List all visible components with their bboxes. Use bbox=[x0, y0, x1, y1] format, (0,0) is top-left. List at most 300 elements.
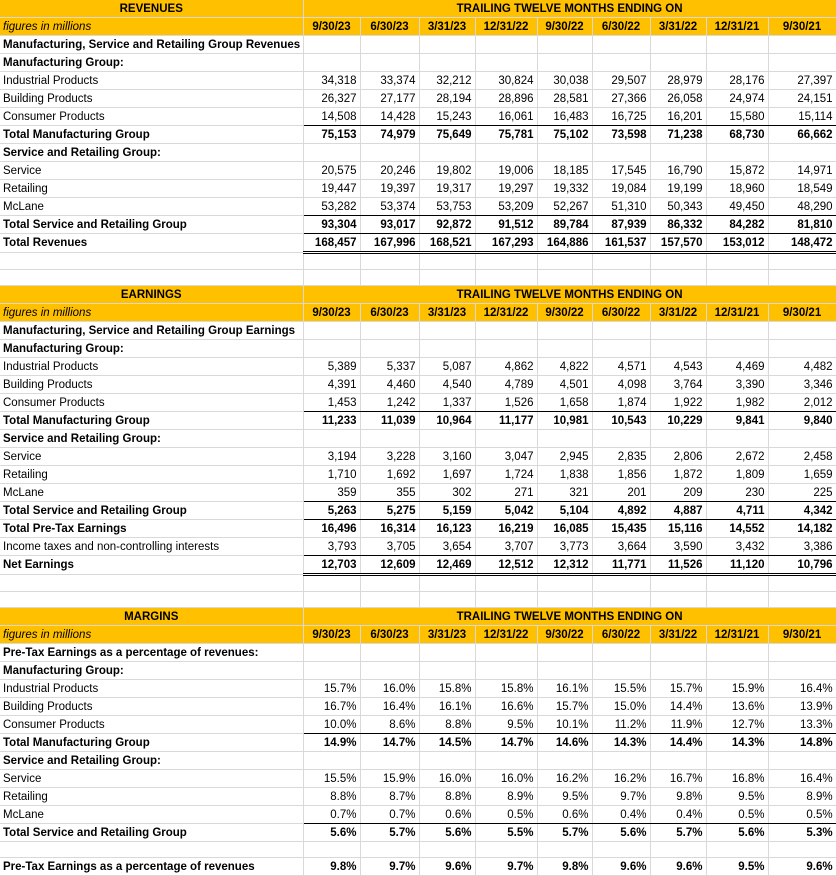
empty-cell bbox=[303, 662, 360, 680]
value-cell: 2,672 bbox=[706, 448, 768, 466]
value-cell: 4,711 bbox=[706, 502, 768, 520]
value-cell: 11,039 bbox=[360, 412, 419, 430]
empty-cell bbox=[768, 340, 836, 358]
units-note: figures in millions bbox=[0, 18, 303, 36]
value-cell: 24,974 bbox=[706, 90, 768, 108]
empty-cell bbox=[537, 253, 592, 270]
value-cell: 16.2% bbox=[537, 770, 592, 788]
empty-cell bbox=[650, 253, 706, 270]
period-date-header: 3/31/23 bbox=[419, 626, 475, 644]
value-cell: 2,806 bbox=[650, 448, 706, 466]
value-cell: 1,453 bbox=[303, 394, 360, 412]
value-cell: 15.7% bbox=[537, 698, 592, 716]
value-cell: 71,238 bbox=[650, 126, 706, 144]
empty-cell bbox=[537, 575, 592, 592]
value-cell: 15,872 bbox=[706, 162, 768, 180]
empty-cell bbox=[537, 592, 592, 608]
value-cell: 5.6% bbox=[592, 824, 650, 842]
value-cell: 14.6% bbox=[537, 734, 592, 752]
empty-cell bbox=[592, 144, 650, 162]
value-cell: 75,649 bbox=[419, 126, 475, 144]
empty-cell bbox=[706, 36, 768, 54]
row-label: Retailing bbox=[0, 788, 303, 806]
data-row bbox=[0, 448, 836, 466]
value-cell: 0.5% bbox=[706, 806, 768, 824]
row-label: Total Revenues bbox=[0, 234, 303, 253]
value-cell: 4,469 bbox=[706, 358, 768, 376]
value-cell: 167,293 bbox=[475, 234, 537, 253]
empty-cell bbox=[706, 662, 768, 680]
data-row bbox=[0, 412, 836, 430]
value-cell: 27,177 bbox=[360, 90, 419, 108]
value-cell: 84,282 bbox=[706, 216, 768, 234]
value-cell: 16,483 bbox=[537, 108, 592, 126]
value-cell: 8.9% bbox=[475, 788, 537, 806]
value-cell: 153,012 bbox=[706, 234, 768, 253]
empty-cell bbox=[303, 270, 360, 286]
value-cell: 5,263 bbox=[303, 502, 360, 520]
empty-cell bbox=[592, 842, 650, 858]
value-cell: 75,102 bbox=[537, 126, 592, 144]
section-label-row bbox=[0, 36, 836, 54]
value-cell: 164,886 bbox=[537, 234, 592, 253]
value-cell: 26,327 bbox=[303, 90, 360, 108]
value-cell: 12,469 bbox=[419, 556, 475, 575]
value-cell: 16.0% bbox=[419, 770, 475, 788]
value-cell: 28,581 bbox=[537, 90, 592, 108]
value-cell: 11,771 bbox=[592, 556, 650, 575]
value-cell: 1,710 bbox=[303, 466, 360, 484]
period-date-header: 6/30/23 bbox=[360, 626, 419, 644]
value-cell: 10,229 bbox=[650, 412, 706, 430]
empty-cell bbox=[706, 270, 768, 286]
empty-cell bbox=[303, 592, 360, 608]
value-cell: 10,964 bbox=[419, 412, 475, 430]
row-label: Pre-Tax Earnings as a percentage of revenues bbox=[0, 858, 303, 876]
value-cell: 321 bbox=[537, 484, 592, 502]
value-cell: 1,692 bbox=[360, 466, 419, 484]
value-cell: 4,098 bbox=[592, 376, 650, 394]
value-cell: 19,332 bbox=[537, 180, 592, 198]
value-cell: 3,764 bbox=[650, 376, 706, 394]
value-cell: 16.6% bbox=[475, 698, 537, 716]
data-row bbox=[0, 162, 836, 180]
empty-cell bbox=[360, 270, 419, 286]
value-cell: 28,896 bbox=[475, 90, 537, 108]
value-cell: 3,432 bbox=[706, 538, 768, 556]
empty-cell bbox=[537, 54, 592, 72]
data-row bbox=[0, 806, 836, 824]
section-header-row bbox=[0, 0, 836, 18]
data-row bbox=[0, 520, 836, 538]
value-cell: 15.7% bbox=[303, 680, 360, 698]
section-label: Service and Retailing Group: bbox=[0, 144, 303, 162]
data-row bbox=[0, 108, 836, 126]
value-cell: 3,590 bbox=[650, 538, 706, 556]
empty-cell bbox=[706, 340, 768, 358]
empty-cell bbox=[360, 644, 419, 662]
value-cell: 5,159 bbox=[419, 502, 475, 520]
value-cell: 87,939 bbox=[592, 216, 650, 234]
data-row bbox=[0, 376, 836, 394]
value-cell: 11,120 bbox=[706, 556, 768, 575]
empty-cell bbox=[360, 322, 419, 340]
empty-cell bbox=[475, 144, 537, 162]
trailing-header: TRAILING TWELVE MONTHS ENDING ON bbox=[303, 608, 836, 626]
row-label: Total Service and Retailing Group bbox=[0, 216, 303, 234]
period-date-header: 9/30/22 bbox=[537, 18, 592, 36]
row-label: Building Products bbox=[0, 698, 303, 716]
value-cell: 16,314 bbox=[360, 520, 419, 538]
empty-cell bbox=[768, 322, 836, 340]
value-cell: 0.4% bbox=[592, 806, 650, 824]
empty-cell bbox=[650, 54, 706, 72]
row-label: Service bbox=[0, 770, 303, 788]
empty-cell bbox=[475, 270, 537, 286]
empty-cell bbox=[419, 592, 475, 608]
data-row bbox=[0, 858, 836, 876]
value-cell: 161,537 bbox=[592, 234, 650, 253]
value-cell: 8.7% bbox=[360, 788, 419, 806]
value-cell: 49,450 bbox=[706, 198, 768, 216]
value-cell: 3,194 bbox=[303, 448, 360, 466]
row-label: Service bbox=[0, 448, 303, 466]
value-cell: 91,512 bbox=[475, 216, 537, 234]
value-cell: 14,428 bbox=[360, 108, 419, 126]
value-cell: 50,343 bbox=[650, 198, 706, 216]
value-cell: 27,397 bbox=[768, 72, 836, 90]
value-cell: 157,570 bbox=[650, 234, 706, 253]
section-label: Service and Retailing Group: bbox=[0, 430, 303, 448]
empty-cell bbox=[537, 144, 592, 162]
empty-cell bbox=[706, 144, 768, 162]
period-date-header: 6/30/22 bbox=[592, 18, 650, 36]
value-cell: 75,153 bbox=[303, 126, 360, 144]
value-cell: 16.1% bbox=[419, 698, 475, 716]
value-cell: 14.4% bbox=[650, 698, 706, 716]
period-date-header: 9/30/21 bbox=[768, 304, 836, 322]
value-cell: 11.9% bbox=[650, 716, 706, 734]
empty-cell bbox=[706, 253, 768, 270]
section-title: EARNINGS bbox=[0, 286, 303, 304]
value-cell: 1,838 bbox=[537, 466, 592, 484]
empty-cell bbox=[303, 752, 360, 770]
empty-cell bbox=[592, 662, 650, 680]
empty-cell bbox=[537, 430, 592, 448]
row-label: Total Service and Retailing Group bbox=[0, 824, 303, 842]
value-cell: 3,773 bbox=[537, 538, 592, 556]
empty-cell bbox=[650, 752, 706, 770]
empty-cell bbox=[592, 54, 650, 72]
value-cell: 0.6% bbox=[419, 806, 475, 824]
row-label: Industrial Products bbox=[0, 680, 303, 698]
data-row bbox=[0, 680, 836, 698]
value-cell: 16.8% bbox=[706, 770, 768, 788]
empty-cell bbox=[706, 322, 768, 340]
empty-cell bbox=[0, 253, 303, 270]
value-cell: 19,397 bbox=[360, 180, 419, 198]
value-cell: 16.1% bbox=[537, 680, 592, 698]
section-label-row bbox=[0, 144, 836, 162]
data-row bbox=[0, 90, 836, 108]
value-cell: 14.4% bbox=[650, 734, 706, 752]
section-label: Pre-Tax Earnings as a percentage of revenues: bbox=[0, 644, 303, 662]
value-cell: 4,571 bbox=[592, 358, 650, 376]
period-date-header: 3/31/22 bbox=[650, 18, 706, 36]
period-date-header: 9/30/21 bbox=[768, 626, 836, 644]
section-label: Manufacturing Group: bbox=[0, 662, 303, 680]
value-cell: 11.2% bbox=[592, 716, 650, 734]
row-label: Retailing bbox=[0, 466, 303, 484]
value-cell: 0.5% bbox=[475, 806, 537, 824]
value-cell: 15.9% bbox=[706, 680, 768, 698]
value-cell: 19,802 bbox=[419, 162, 475, 180]
section-label-row bbox=[0, 340, 836, 358]
empty-cell bbox=[768, 752, 836, 770]
empty-cell bbox=[475, 842, 537, 858]
value-cell: 0.5% bbox=[768, 806, 836, 824]
value-cell: 5.6% bbox=[706, 824, 768, 842]
value-cell: 16.0% bbox=[475, 770, 537, 788]
empty-cell bbox=[303, 36, 360, 54]
value-cell: 11,177 bbox=[475, 412, 537, 430]
empty-cell bbox=[419, 575, 475, 592]
value-cell: 12,312 bbox=[537, 556, 592, 575]
empty-cell bbox=[592, 592, 650, 608]
value-cell: 1,922 bbox=[650, 394, 706, 412]
value-cell: 4,482 bbox=[768, 358, 836, 376]
value-cell: 86,332 bbox=[650, 216, 706, 234]
data-row bbox=[0, 216, 836, 234]
data-row bbox=[0, 824, 836, 842]
value-cell: 9.7% bbox=[475, 858, 537, 876]
value-cell: 167,996 bbox=[360, 234, 419, 253]
value-cell: 15,243 bbox=[419, 108, 475, 126]
empty-cell bbox=[650, 644, 706, 662]
value-cell: 1,659 bbox=[768, 466, 836, 484]
value-cell: 34,318 bbox=[303, 72, 360, 90]
value-cell: 66,662 bbox=[768, 126, 836, 144]
value-cell: 5,042 bbox=[475, 502, 537, 520]
value-cell: 9.7% bbox=[592, 788, 650, 806]
data-row bbox=[0, 734, 836, 752]
empty-cell bbox=[592, 752, 650, 770]
value-cell: 15.5% bbox=[592, 680, 650, 698]
empty-cell bbox=[706, 54, 768, 72]
empty-cell bbox=[475, 644, 537, 662]
value-cell: 8.8% bbox=[419, 788, 475, 806]
value-cell: 14.3% bbox=[706, 734, 768, 752]
empty-cell bbox=[475, 430, 537, 448]
empty-cell bbox=[592, 253, 650, 270]
value-cell: 9.8% bbox=[303, 858, 360, 876]
value-cell: 92,872 bbox=[419, 216, 475, 234]
value-cell: 10.1% bbox=[537, 716, 592, 734]
data-row bbox=[0, 198, 836, 216]
value-cell: 225 bbox=[768, 484, 836, 502]
value-cell: 16,123 bbox=[419, 520, 475, 538]
empty-cell bbox=[419, 340, 475, 358]
value-cell: 28,979 bbox=[650, 72, 706, 90]
period-date-header: 9/30/23 bbox=[303, 626, 360, 644]
value-cell: 20,246 bbox=[360, 162, 419, 180]
empty-cell bbox=[303, 144, 360, 162]
value-cell: 3,228 bbox=[360, 448, 419, 466]
section-label-row bbox=[0, 662, 836, 680]
value-cell: 15,435 bbox=[592, 520, 650, 538]
empty-cell bbox=[768, 842, 836, 858]
empty-cell bbox=[360, 253, 419, 270]
value-cell: 3,160 bbox=[419, 448, 475, 466]
value-cell: 4,342 bbox=[768, 502, 836, 520]
empty-cell bbox=[537, 340, 592, 358]
value-cell: 3,346 bbox=[768, 376, 836, 394]
value-cell: 8.9% bbox=[768, 788, 836, 806]
value-cell: 14.5% bbox=[419, 734, 475, 752]
data-row bbox=[0, 484, 836, 502]
data-row bbox=[0, 180, 836, 198]
value-cell: 10.0% bbox=[303, 716, 360, 734]
empty-cell bbox=[0, 270, 303, 286]
value-cell: 26,058 bbox=[650, 90, 706, 108]
value-cell: 53,209 bbox=[475, 198, 537, 216]
period-date-header: 12/31/22 bbox=[475, 304, 537, 322]
empty-cell bbox=[537, 644, 592, 662]
value-cell: 16,496 bbox=[303, 520, 360, 538]
empty-cell bbox=[360, 430, 419, 448]
value-cell: 11,233 bbox=[303, 412, 360, 430]
empty-cell bbox=[650, 270, 706, 286]
row-label: McLane bbox=[0, 806, 303, 824]
value-cell: 15,116 bbox=[650, 520, 706, 538]
value-cell: 5,104 bbox=[537, 502, 592, 520]
value-cell: 12.7% bbox=[706, 716, 768, 734]
value-cell: 8.8% bbox=[303, 788, 360, 806]
empty-cell bbox=[303, 54, 360, 72]
value-cell: 16,219 bbox=[475, 520, 537, 538]
empty-cell bbox=[650, 322, 706, 340]
blank-row bbox=[0, 270, 836, 286]
value-cell: 2,945 bbox=[537, 448, 592, 466]
value-cell: 13.3% bbox=[768, 716, 836, 734]
empty-cell bbox=[650, 592, 706, 608]
row-label: Total Manufacturing Group bbox=[0, 734, 303, 752]
section-title: MARGINS bbox=[0, 608, 303, 626]
row-label: McLane bbox=[0, 198, 303, 216]
value-cell: 14.7% bbox=[475, 734, 537, 752]
data-row bbox=[0, 126, 836, 144]
empty-cell bbox=[0, 575, 303, 592]
value-cell: 1,242 bbox=[360, 394, 419, 412]
value-cell: 359 bbox=[303, 484, 360, 502]
period-date-header: 9/30/22 bbox=[537, 304, 592, 322]
value-cell: 15.9% bbox=[360, 770, 419, 788]
data-row bbox=[0, 538, 836, 556]
value-cell: 1,872 bbox=[650, 466, 706, 484]
value-cell: 20,575 bbox=[303, 162, 360, 180]
value-cell: 9.5% bbox=[475, 716, 537, 734]
value-cell: 9.5% bbox=[706, 788, 768, 806]
row-label: Total Manufacturing Group bbox=[0, 412, 303, 430]
value-cell: 1,658 bbox=[537, 394, 592, 412]
value-cell: 14.9% bbox=[303, 734, 360, 752]
empty-cell bbox=[475, 575, 537, 592]
value-cell: 89,784 bbox=[537, 216, 592, 234]
empty-cell bbox=[537, 36, 592, 54]
value-cell: 53,282 bbox=[303, 198, 360, 216]
value-cell: 230 bbox=[706, 484, 768, 502]
empty-cell bbox=[360, 662, 419, 680]
value-cell: 5.6% bbox=[303, 824, 360, 842]
empty-cell bbox=[706, 575, 768, 592]
data-row bbox=[0, 698, 836, 716]
value-cell: 1,724 bbox=[475, 466, 537, 484]
empty-cell bbox=[419, 842, 475, 858]
value-cell: 10,981 bbox=[537, 412, 592, 430]
section-label-row bbox=[0, 430, 836, 448]
empty-cell bbox=[360, 575, 419, 592]
value-cell: 10,796 bbox=[768, 556, 836, 575]
empty-cell bbox=[650, 144, 706, 162]
value-cell: 5,337 bbox=[360, 358, 419, 376]
value-cell: 15.7% bbox=[650, 680, 706, 698]
empty-cell bbox=[475, 340, 537, 358]
section-label-row bbox=[0, 752, 836, 770]
data-row bbox=[0, 234, 836, 253]
blank-row bbox=[0, 253, 836, 270]
trailing-header: TRAILING TWELVE MONTHS ENDING ON bbox=[303, 0, 836, 18]
empty-cell bbox=[592, 340, 650, 358]
empty-cell bbox=[303, 575, 360, 592]
empty-cell bbox=[303, 842, 360, 858]
empty-cell bbox=[706, 644, 768, 662]
empty-cell bbox=[537, 662, 592, 680]
blank-row bbox=[0, 842, 836, 858]
period-date-header: 3/31/23 bbox=[419, 18, 475, 36]
period-date-header: 6/30/22 bbox=[592, 626, 650, 644]
empty-cell bbox=[650, 340, 706, 358]
empty-cell bbox=[419, 752, 475, 770]
value-cell: 16.7% bbox=[650, 770, 706, 788]
empty-cell bbox=[650, 575, 706, 592]
empty-cell bbox=[768, 270, 836, 286]
empty-cell bbox=[360, 592, 419, 608]
value-cell: 4,822 bbox=[537, 358, 592, 376]
empty-cell bbox=[537, 270, 592, 286]
value-cell: 2,012 bbox=[768, 394, 836, 412]
value-cell: 4,391 bbox=[303, 376, 360, 394]
period-date-header: 3/31/22 bbox=[650, 626, 706, 644]
value-cell: 51,310 bbox=[592, 198, 650, 216]
date-header-row bbox=[0, 626, 836, 644]
period-date-header: 3/31/22 bbox=[650, 304, 706, 322]
empty-cell bbox=[303, 430, 360, 448]
empty-cell bbox=[768, 36, 836, 54]
empty-cell bbox=[475, 662, 537, 680]
value-cell: 355 bbox=[360, 484, 419, 502]
value-cell: 18,549 bbox=[768, 180, 836, 198]
value-cell: 209 bbox=[650, 484, 706, 502]
section-label-row bbox=[0, 644, 836, 662]
empty-cell bbox=[650, 36, 706, 54]
empty-cell bbox=[419, 54, 475, 72]
value-cell: 5.7% bbox=[650, 824, 706, 842]
value-cell: 53,374 bbox=[360, 198, 419, 216]
empty-cell bbox=[419, 253, 475, 270]
empty-cell bbox=[360, 36, 419, 54]
value-cell: 8.6% bbox=[360, 716, 419, 734]
value-cell: 16,201 bbox=[650, 108, 706, 126]
